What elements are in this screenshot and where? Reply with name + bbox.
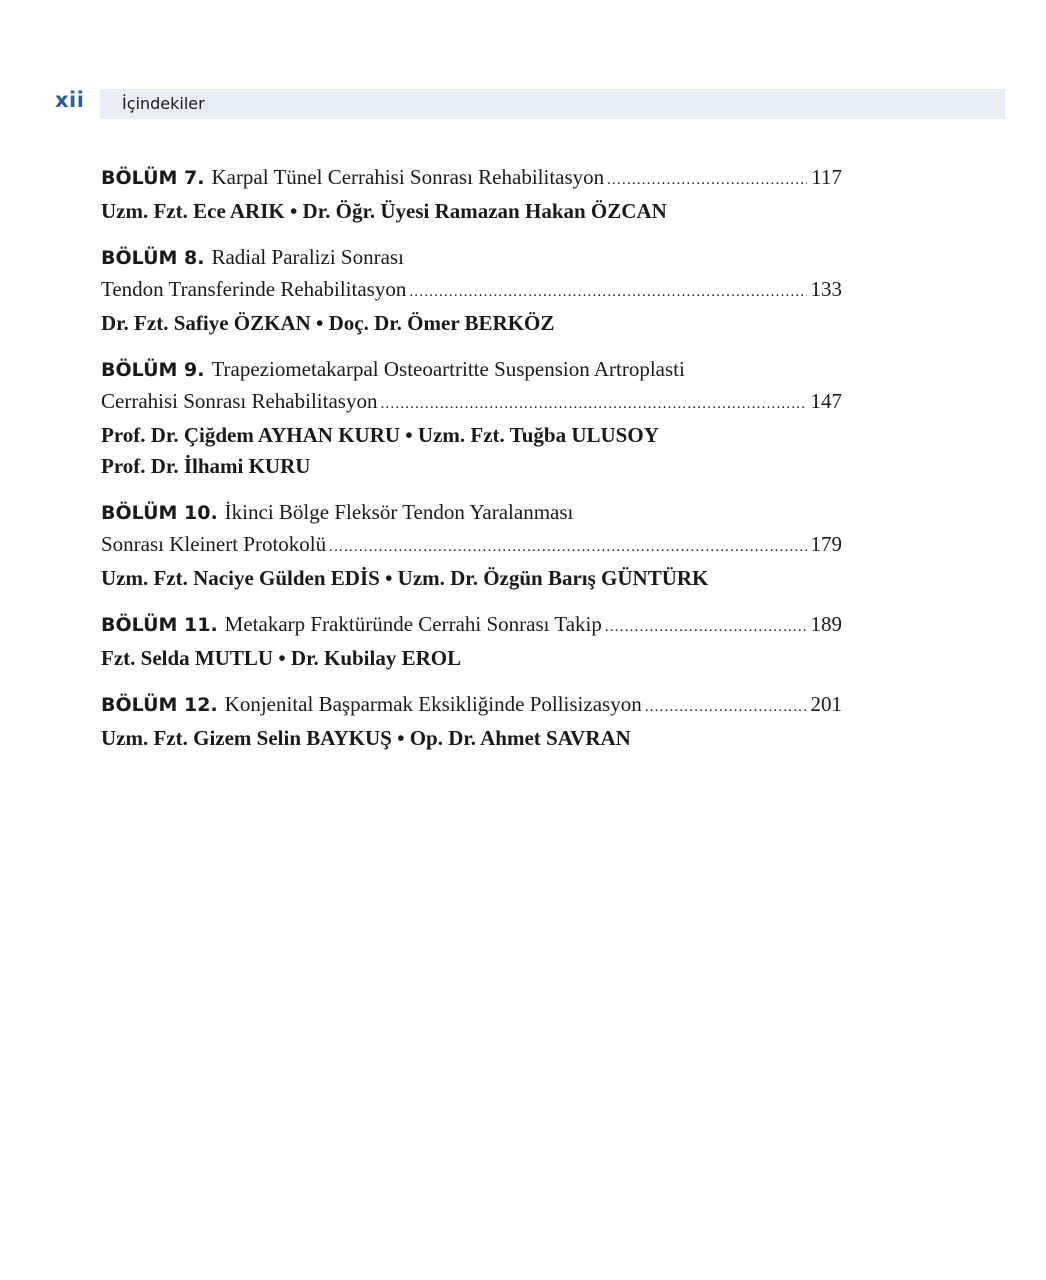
- page-reference: 179: [810, 532, 842, 556]
- chapter-title-line: [101, 354, 842, 386]
- page-reference: 133: [810, 277, 842, 301]
- chapter-title: Radial Paralizi Sonrası: [211, 245, 404, 269]
- chapter-label: BÖLÜM 8.: [101, 247, 205, 269]
- chapter-authors: Dr. Fzt. Safiye ÖZKAN • Doç. Dr. Ömer BERKÖZ: [101, 311, 555, 335]
- dot-leader: [380, 389, 806, 420]
- chapter-authors: Uzm. Fzt. Naciye Gülden EDİS • Uzm. Dr. Özgün Barış GÜNTÜRK: [101, 566, 709, 590]
- chapter-label: BÖLÜM 7.: [101, 167, 205, 189]
- dot-leader: [605, 612, 807, 643]
- toc-entry-chapter-7[interactable]: [101, 162, 842, 227]
- toc-entry-chapter-10[interactable]: [101, 497, 842, 594]
- chapter-label: BÖLÜM 11.: [101, 614, 218, 636]
- chapter-title-line: [101, 497, 842, 529]
- chapter-authors: Prof. Dr. Çiğdem AYHAN KURU • Uzm. Fzt. Tuğba ULUSOY: [101, 423, 659, 447]
- page-reference: 201: [810, 692, 842, 716]
- chapter-title-line: [101, 162, 842, 196]
- dot-leader: [645, 692, 807, 723]
- chapter-authors: Uzm. Fzt. Ece ARIK • Dr. Öğr. Üyesi Ramazan Hakan ÖZCAN: [101, 199, 667, 223]
- page-reference: 147: [810, 389, 842, 413]
- chapter-authors: Uzm. Fzt. Gizem Selin BAYKUŞ • Op. Dr. Ahmet SAVRAN: [101, 726, 631, 750]
- header-bar: [100, 89, 1005, 119]
- dot-leader: [607, 165, 807, 196]
- page-reference: 189: [810, 612, 842, 636]
- chapter-title-line: [101, 242, 842, 274]
- chapter-title: İkinci Bölge Fleksör Tendon Yaralanması: [224, 500, 574, 524]
- chapter-authors: Prof. Dr. İlhami KURU: [101, 454, 311, 478]
- chapter-title-continued: Tendon Transferinde Rehabilitasyon: [101, 277, 407, 301]
- chapter-title: Trapeziometakarpal Osteoartritte Suspension Artroplasti: [211, 357, 685, 381]
- chapter-title-continued: Sonrası Kleinert Protokolü: [101, 532, 327, 556]
- chapter-title-line: [101, 609, 842, 643]
- chapter-label: BÖLÜM 9.: [101, 359, 205, 381]
- chapter-title: Konjenital Başparmak Eksikliğinde Pollisizasyon: [224, 692, 642, 716]
- page-number: xii: [55, 88, 85, 112]
- chapter-title-line: [101, 274, 842, 308]
- chapter-title: Karpal Tünel Cerrahisi Sonrası Rehabilitasyon: [211, 165, 605, 189]
- chapter-title-line: [101, 689, 842, 723]
- page-reference: 117: [811, 165, 842, 189]
- chapter-title: Metakarp Fraktüründe Cerrahi Sonrası Takip: [224, 612, 602, 636]
- chapter-title-line: [101, 529, 842, 563]
- chapter-title-line: [101, 386, 842, 420]
- toc-entry-chapter-12[interactable]: [101, 689, 842, 754]
- toc-entry-chapter-9[interactable]: [101, 354, 842, 482]
- chapter-label: BÖLÜM 12.: [101, 694, 218, 716]
- chapter-title-continued: Cerrahisi Sonrası Rehabilitasyon: [101, 389, 378, 413]
- chapter-authors: Fzt. Selda MUTLU • Dr. Kubilay EROL: [101, 646, 462, 670]
- toc-entry-chapter-11[interactable]: [101, 609, 842, 674]
- dot-leader: [329, 532, 806, 563]
- toc-entry-chapter-8[interactable]: [101, 242, 842, 339]
- table-of-contents: [101, 162, 842, 769]
- section-title: İçindekiler: [122, 94, 205, 113]
- dot-leader: [409, 277, 806, 308]
- chapter-label: BÖLÜM 10.: [101, 502, 218, 524]
